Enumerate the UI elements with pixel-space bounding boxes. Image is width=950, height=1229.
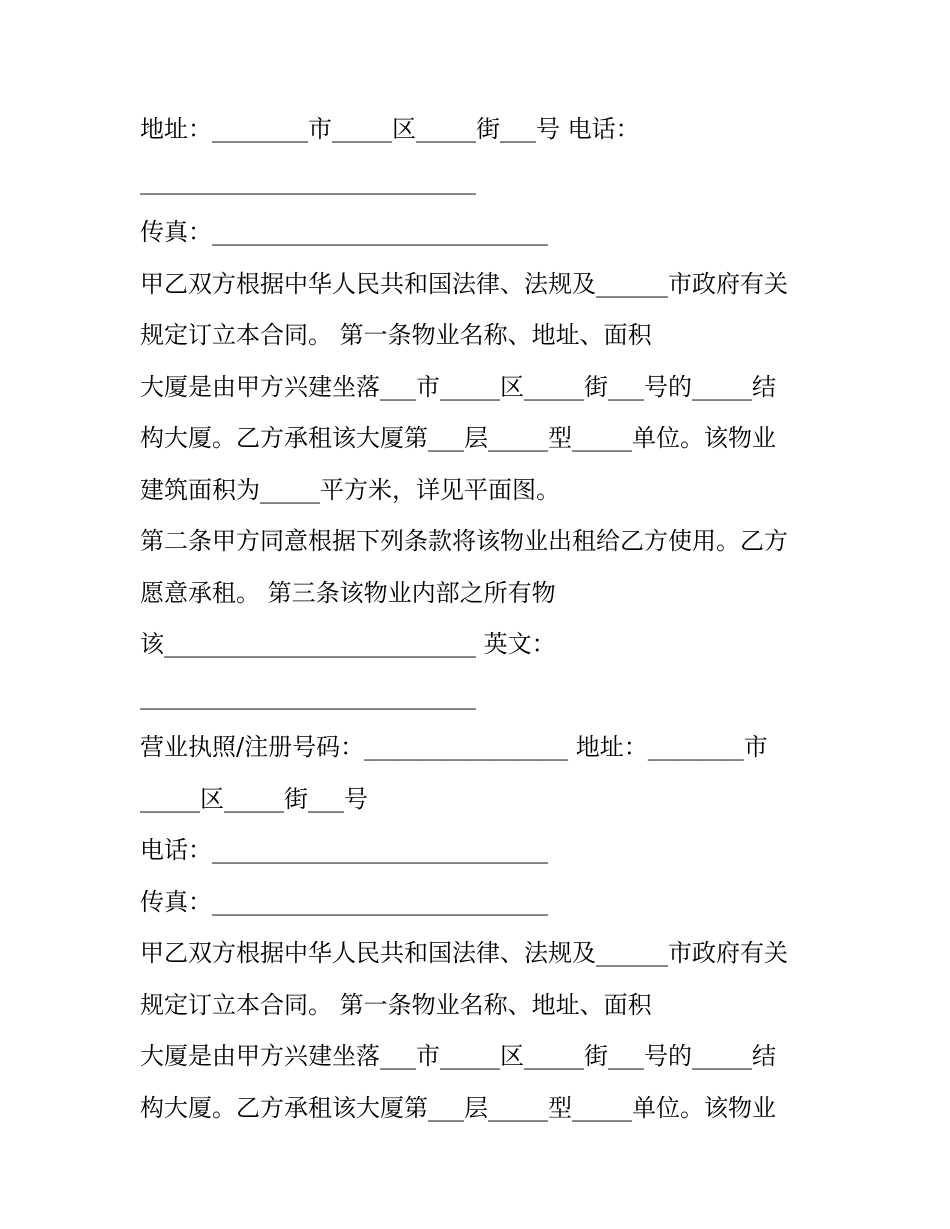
license-address-line: 营业执照/注册号码：_________________ 地址：________市 [140, 733, 768, 761]
english-name-blank-line: ____________________________ [140, 681, 476, 710]
preamble-line-2-repeat: 规定订立本合同。 第一条物业名称、地址、面积 [140, 990, 652, 1019]
address-phone-line: 地址：________市_____区_____街___号 电话： [140, 115, 640, 143]
party-name-line: 该__________________________ 英文： [140, 630, 556, 658]
article-1-line-1-repeat: 大厦是由甲方兴建坐落___市_____区_____街___号的_____结 [140, 1042, 776, 1070]
fax-line-2: 传真：____________________________ [140, 887, 548, 916]
article-1-line-2: 构大厦。乙方承租该大厦第___层_____型_____单位。该物业 [140, 424, 776, 452]
article-1-line-2-repeat: 构大厦。乙方承租该大厦第___层_____型_____单位。该物业 [140, 1093, 776, 1122]
document-page [140, 104, 830, 1134]
address-continued-line: _____区_____街___号 [140, 784, 368, 813]
article-1-line-3: 建筑面积为_____平方米，详见平面图。 [140, 475, 560, 504]
preamble-line-1-repeat: 甲乙双方根据中华人民共和国法律、法规及______市政府有关 [140, 939, 788, 967]
article-2-line-1: 第二条甲方同意根据下列条款将该物业出租给乙方使用。乙方 [140, 527, 788, 555]
phone-line: 电话：____________________________ [140, 836, 548, 864]
phone-blank-line: ____________________________ [140, 166, 476, 195]
article-1-line-1: 大厦是由甲方兴建坐落___市_____区_____街___号的_____结 [140, 372, 776, 401]
preamble-line-2: 规定订立本合同。 第一条物业名称、地址、面积 [140, 321, 652, 349]
preamble-line-1: 甲乙双方根据中华人民共和国法律、法规及______市政府有关 [140, 269, 788, 298]
article-2-line-2: 愿意承租。 第三条该物业内部之所有物 [140, 578, 556, 607]
fax-line: 传真：____________________________ [140, 218, 548, 246]
